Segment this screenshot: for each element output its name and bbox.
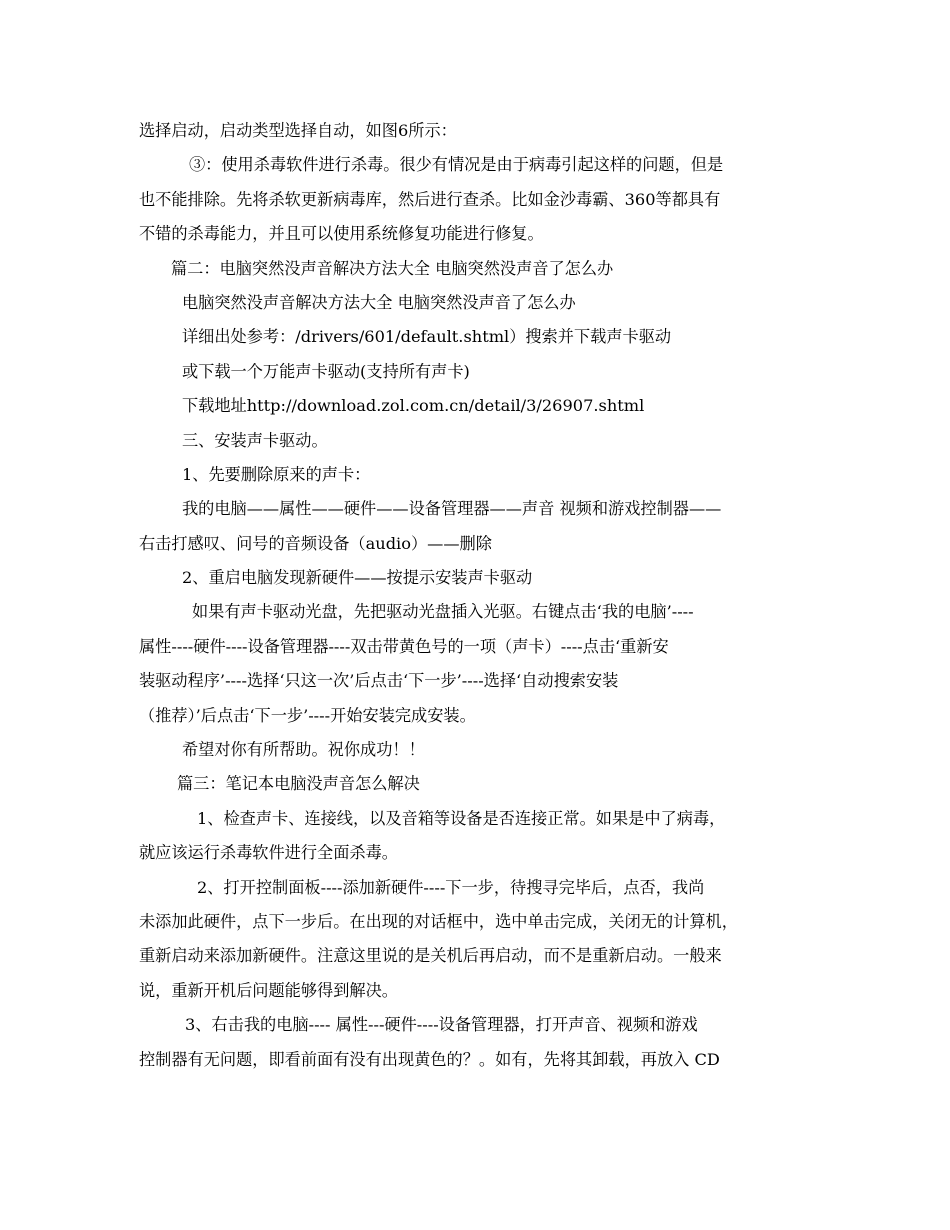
text-line: 选择启动，启动类型选择自动，如图6所示： [139,121,457,140]
section-heading: 篇二：电脑突然没声音解决方法大全 电脑突然没声音了怎么办 [171,258,614,278]
text-line: 或下载一个万能声卡驱动(支持所有声卡) [182,361,470,381]
text-line: 未添加此硬件，点下一步后。在出现的对话框中，选中单击完成，关闭无的计算机， [139,911,738,931]
text-line: 3、右击我的电脑---- 属性---硬件----设备管理器，打开声音、视频和游戏 [185,1015,698,1035]
text-line: 1、先要删除原来的声卡： [182,464,371,484]
text-line: 说，重新开机后问题能够得到解决。 [139,980,398,1000]
text-line: 如果有声卡驱动光盘，先把驱动光盘插入光驱。右键点击‘我的电脑’---- [192,602,694,622]
text-line: 2、重启电脑发现新硬件——按提示安装声卡驱动 [182,568,533,588]
text-line: ③：使用杀毒软件进行杀毒。很少有情况是由于病毒引起这样的问题，但是 [189,155,724,175]
text-line: 三、安装声卡驱动。 [182,430,328,450]
text-line: 重新启动来添加新硬件。注意这里说的是关机后再启动，而不是重新启动。一般来 [139,946,722,966]
text-line: 2、打开控制面板----添加新硬件----下一步，待搜寻完毕后，点否，我尚 [197,877,705,897]
text-line: 1、检查声卡、连接线，以及音箱等设备是否连接正常。如果是中了病毒， [197,808,726,828]
text-line: 就应该运行杀毒软件进行全面杀毒。 [139,843,398,863]
document-body [139,114,815,1077]
text-line: 也不能排除。先将杀软更新病毒库，然后进行查杀。比如金沙毒霸、360等都具有 [139,189,721,209]
text-line: 电脑突然没声音解决方法大全 电脑突然没声音了怎么办 [182,292,576,312]
text-line: 不错的杀毒能力，并且可以使用系统修复功能进行修复。 [139,224,544,244]
text-line: 下载地址http://download.zol.com.cn/detail/3/26907.shtml [182,396,645,416]
text-line: 属性----硬件----设备管理器----双击带黄色号的一项（声卡）----点击‘重新安 [139,636,669,656]
text-line: 控制器有无问题，即看前面有没有出现黄色的？。如有，先将其卸载，再放入 CD [139,1049,720,1069]
text-line: 详细出处参考：/drivers/601/default.shtml）搜索并下载声卡驱动 [182,327,672,347]
section-heading: 篇三：笔记本电脑没声音怎么解决 [177,774,420,794]
text-line: 希望对你有所帮助。祝你成功！！ [182,740,425,760]
text-line: 装驱动程序’----选择‘只这一次’后点击‘下一步’----选择‘自动搜索安装 [139,671,619,691]
text-line: 右击打感叹、问号的音频设备（audio）——删除 [139,533,492,553]
text-line: 我的电脑——属性——硬件——设备管理器——声音 视频和游戏控制器—— [182,499,722,519]
text-line: （推荐）’后点击‘下一步’----开始安装完成安装。 [139,705,476,725]
